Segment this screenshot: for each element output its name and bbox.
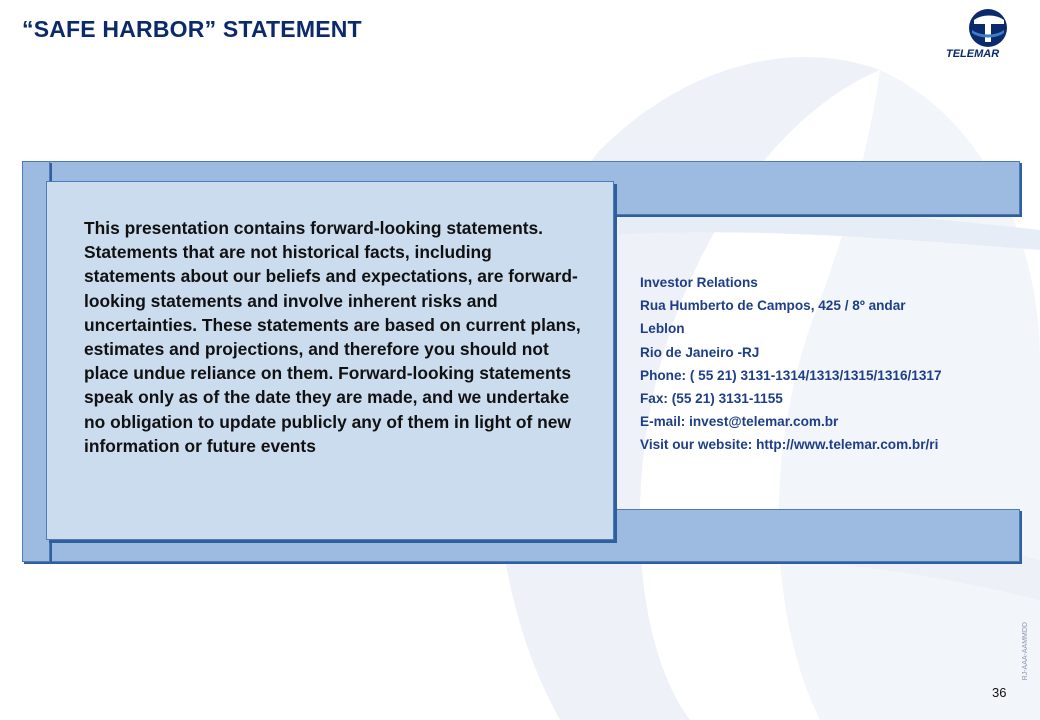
- investor-contact-block: [640, 271, 942, 457]
- contact-fax: Fax: (55 21) 3131-1155: [640, 391, 783, 407]
- contact-city: Rio de Janeiro -RJ: [640, 344, 760, 360]
- disclaimer-text: This presentation contains forward-looking statements. Statements that are not historical facts, including statements about our beliefs and expectations, are forward-looking statements and involve inherent risks and uncertainties. These statements are based on current plans, estimates and projections, and therefore you should not place undue reliance on them. Forward-looking statements speak only as of the date they are made, and we undertake no obligation to update publicly any of them in light of new information or future events: [84, 218, 581, 456]
- contact-website-link[interactable]: Visit our website: http://www.telemar.com.br/ri: [640, 437, 939, 453]
- document-code: RJ-AAA-AAMMDD: [1022, 622, 1029, 681]
- brand-name: TELEMAR: [946, 48, 1000, 60]
- page-number: 36: [992, 685, 1007, 700]
- contact-district: Leblon: [640, 321, 685, 337]
- contact-address: Rua Humberto de Campos, 425 / 8º andar: [640, 298, 906, 314]
- contact-phone: Phone: ( 55 21) 3131-1314/1313/1315/1316/1317: [640, 367, 942, 383]
- contact-email-link[interactable]: E-mail: invest@telemar.com.br: [640, 414, 839, 430]
- disclaimer-card: [46, 181, 614, 540]
- page-title: “SAFE HARBOR” STATEMENT: [22, 16, 362, 42]
- contact-title: Investor Relations: [640, 275, 758, 290]
